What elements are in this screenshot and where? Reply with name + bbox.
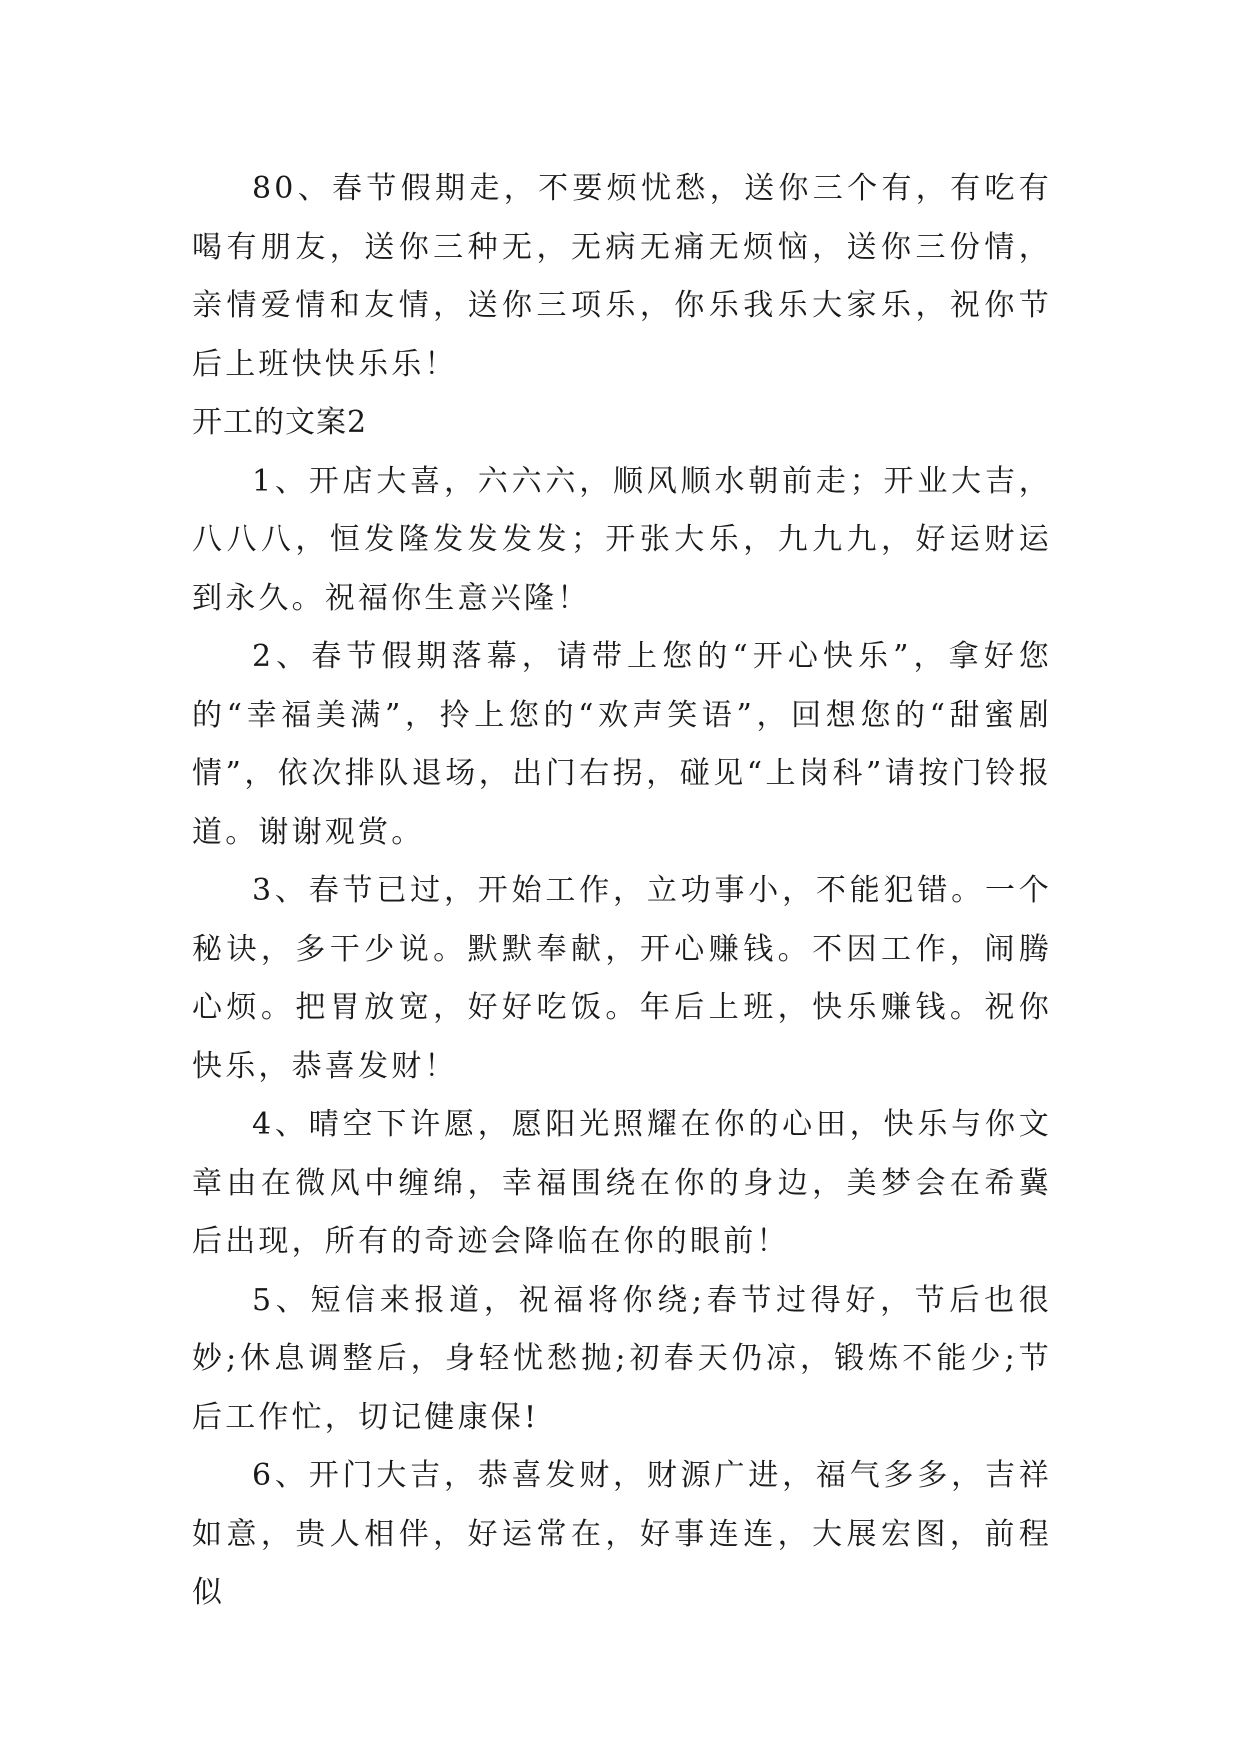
document-page — [192, 160, 1052, 1623]
paragraph-3: 3、春节已过，开始工作，立功事小，不能犯错。一个秘诀，多干少说。默默奉献，开心赚钱。不因工作，闹腾心烦。把胃放宽，好好吃饭。年后上班，快乐赚钱。祝你快乐，恭喜发财！ — [192, 873, 1052, 1084]
section-heading: 开工的文案2 — [192, 405, 368, 440]
paragraph-1: 1、开店大喜，六六六，顺风顺水朝前走；开业大吉，八八八，恒发隆发发发发；开张大乐，九九九，好运财运到永久。祝福你生意兴隆！ — [192, 463, 1052, 616]
paragraph-2: 2、春节假期落幕，请带上您的“开心快乐”，拿好您的“幸福美满”，拎上您的“欢声笑语”，回想您的“甜蜜剧情”，依次排队退场，出门右拐，碰见“上岗科”请按门铃报道。谢谢观赏。 — [192, 639, 1052, 850]
paragraph-4: 4、晴空下许愿，愿阳光照耀在你的心田，快乐与你文章由在微风中缠绵，幸福围绕在你的身边，美梦会在希冀后出现，所有的奇迹会降临在你的眼前！ — [192, 1107, 1052, 1259]
paragraph-5: 5、短信来报道，祝福将你绕;春节过得好，节后也很妙;休息调整后，身轻忧愁抛;初春天仍凉，锻炼不能少;节后工作忙，切记健康保! — [192, 1282, 1052, 1435]
paragraph-80: 80、春节假期走，不要烦忧愁，送你三个有，有吃有喝有朋友，送你三种无，无病无痛无烦恼，送你三份情，亲情爱情和友情，送你三项乐，你乐我乐大家乐，祝你节后上班快快乐乐！ — [192, 171, 1052, 382]
paragraph-6: 6、开门大吉，恭喜发财，财源广进，福气多多，吉祥如意，贵人相伴，好运常在，好事连连，大展宏图，前程似 — [192, 1458, 1052, 1610]
